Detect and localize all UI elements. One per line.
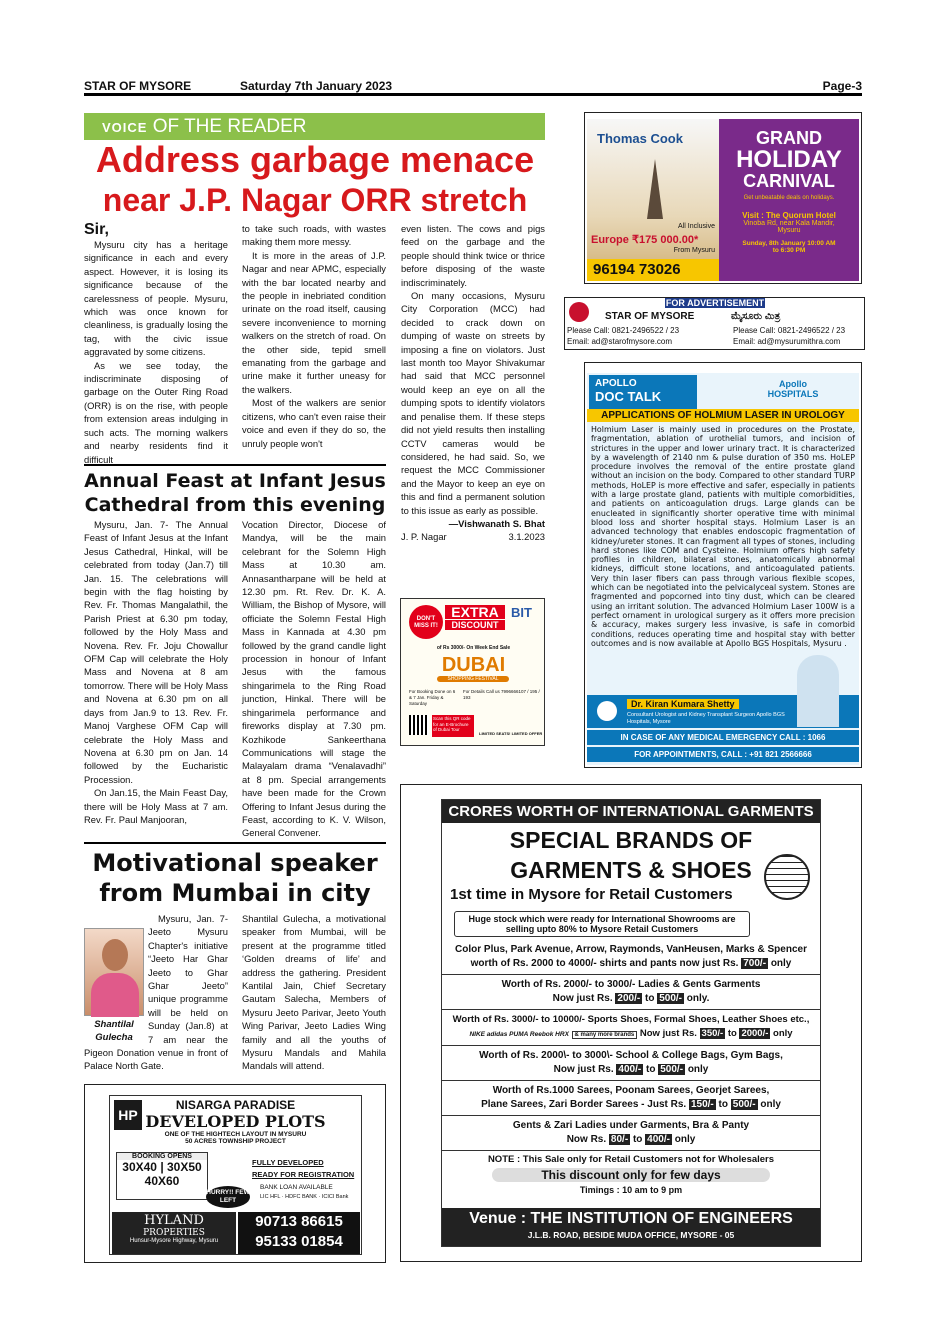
row2-to: to — [644, 993, 655, 1004]
doctor-photo — [797, 655, 839, 727]
divider — [84, 842, 386, 844]
speaker-col-2 — [242, 912, 386, 1073]
row1-only: only — [770, 958, 792, 969]
speaker-para: Shantilal Gulecha, a motivational speaker from Mumbai, will be present at the programme titled ‘Golden dreams of life’ and address the gathering. President Kantilal Jain, Chief Secretary Gautam Salecha, Members of Mysuru Jeeto Parivar, Jeeto Youth Wing Parivar, Jeeto Ladies Wing family and all the youths of Mysuru Mandals and Mahila Mandals will attend. — [242, 913, 386, 1072]
row2-price-1: 200/- — [617, 993, 641, 1004]
feast-col-1 — [84, 518, 228, 826]
row4-to: to — [646, 1064, 656, 1075]
letter-headline-2: near J.P. Nagar ORR stretch — [102, 182, 528, 218]
row3-price-2: 2000/- — [741, 1028, 769, 1039]
paper-name: STAR OF MYSORE — [84, 79, 192, 93]
developed-plots: DEVELOPED PLOTS — [145, 1112, 326, 1131]
thomas-phone[interactable]: 96194 73026 — [587, 259, 719, 281]
row4-text: Worth of Rs. 2000\- to 3000\- School & College Bags, Gym Bags, — [479, 1050, 783, 1061]
row5-only: only — [760, 1099, 781, 1110]
nisarga-paradise-ad[interactable] — [109, 1095, 362, 1255]
garments-ad-frame — [400, 784, 862, 1262]
row6-now: Now Rs. — [566, 1134, 607, 1145]
garments-sale-ad[interactable] — [441, 799, 821, 1247]
hurry-badge: HURRY!! FEW LEFT — [206, 1186, 250, 1208]
row4-price-2: 500/- — [660, 1064, 684, 1075]
letter-col-3 — [401, 222, 545, 544]
eiffel-tower-icon — [647, 159, 663, 219]
row-garments — [442, 978, 820, 1010]
advert-head: FOR ADVERTISEMENT — [665, 298, 765, 308]
letter-date: 3.1.2023 — [508, 531, 545, 543]
carnival-address: Vinoba Rd, near Kala Mandir, Mysuru — [743, 220, 835, 234]
hyland-address: Hunsur-Mysore Highway, Mysuru — [129, 1238, 219, 1244]
nisarga-phone-1[interactable]: 90713 86615 — [255, 1213, 343, 1230]
feast-para: On Jan.15, the Main Feast Day, there will be Holy Mass at 7 am. Rev. Fr. Paul Manjooran, — [84, 787, 228, 825]
row3-only: only — [773, 1028, 793, 1039]
doctor-band — [587, 695, 859, 728]
shoe-brand-logos: NIKE adidas PUMA Reebok HRX — [469, 1031, 569, 1038]
bank-loan: BANK LOAN AVAILABLE — [260, 1184, 333, 1191]
booking-text: For Booking Done on 6 & 7 Jan. Friday & Saturday — [409, 689, 456, 706]
row-bags — [442, 1049, 820, 1081]
letter-para: even listen. The cows and pigs feed on the garbage and the people should think twice or thrice before disposing of the waste indiscriminately. — [401, 223, 545, 288]
all-inclusive: All Inclusive — [678, 223, 715, 230]
row3-more: & many more brands — [572, 1031, 638, 1039]
voice-label: VOICE — [102, 120, 148, 135]
letter-signature: —Vishwanath S. Bhat — [448, 517, 545, 529]
booking-opens: BOOKING OPENS — [117, 1153, 207, 1160]
bit-logo: BIT — [511, 605, 532, 620]
row3-to: to — [727, 1028, 737, 1039]
row2-now: Now just Rs. — [552, 993, 613, 1004]
carnival-l2: HOLIDAY — [736, 146, 842, 173]
timings: Timings : 10 am to 9 pm — [579, 1185, 683, 1195]
advert-email-2[interactable]: Email: ad@mysurumithra.com — [733, 337, 841, 346]
row-innerwear — [442, 1119, 820, 1151]
festival-label: SHOPPING FESTIVAL — [437, 676, 509, 682]
divider — [84, 464, 386, 466]
europe-price: Europe ₹175 000.00* — [591, 234, 699, 246]
advertisement-contact-ad[interactable] — [564, 297, 865, 350]
row2-text: Worth of Rs. 2000/- to 3000/- Ladies & Gents Garments — [501, 979, 761, 990]
garments-head-1: CRORES WORTH OF INTERNATIONAL GARMENTS — [442, 800, 820, 823]
letter-para: Most of the walkers are senior citizens, who can't even raise their voice and even if they do so, the unruly people won't — [242, 397, 386, 449]
appointments-line[interactable]: FOR APPOINTMENTS, CALL : +91 821 2566666 — [587, 747, 859, 762]
apollo-headline: APPLICATIONS OF HOLMIUM LASER IN UROLOGY — [587, 409, 859, 422]
page-number: Page-3 — [822, 79, 862, 93]
retail-note: NOTE : This Sale only for Retail Customers not for Wholesalers — [487, 1154, 775, 1165]
row6-only: only — [674, 1134, 696, 1145]
letter-para: Mysuru city has a heritage significance in each and every aspect. However, it is losing its significance because of the carelessness of people. Mysuru, which was once known for cleanliness, is gradually losing the tag, with the civic issue aggravated by some citizens. — [84, 239, 228, 358]
nisarga-title: NISARGA PARADISE — [175, 1098, 296, 1112]
hyland-name: HYLAND — [144, 1213, 204, 1228]
advert-star-of-mysore: STAR OF MYSORE — [605, 311, 695, 322]
section-banner — [84, 113, 545, 140]
speaker-headline-1: Motivational speaker — [92, 849, 378, 877]
feast-para: Mysuru, Jan. 7- The Annual Feast of Infant Jesus at the Infant Jesus Cathedral, Hinkal, will be celebrated from today (Jan.7) till Jan. 15. The celebrations will begin with the flag hoisting by Rev. Fr. Thomas Mangalathil, the Parish Priest at 6.30 pm today, followed by the Holy Mass and Novena. Rev. Fr. Joju Chowallur OFM Cap will celebrate the Holy Mass and Novena at 8 am tomorrow. There will be Holy Mass and Novena at 6.30 pm on all days from Jan.9 to 13. Rev. Fr. Manoj Varghese OFM Cap will celebrate the Holy Mass and Novena at 6.30 pm on Jan. 14 followed by the Eucharistic Procession. — [84, 519, 228, 785]
feast-headline-1: Annual Feast at Infant Jesus — [84, 470, 386, 492]
offer-text: of Rs 3000/- On Week End Sale — [436, 645, 511, 651]
row3-now: Now just Rs. — [639, 1028, 697, 1039]
garments-head-2: SPECIAL BRANDS OF GARMENTS & SHOES — [509, 827, 753, 883]
row4-only: only — [687, 1064, 709, 1075]
thomas-cook-logo: Thomas Cook — [597, 131, 683, 146]
row-shoes — [442, 1013, 820, 1046]
letter-headline-1: Address garbage menace — [95, 139, 535, 180]
row-shirts — [442, 943, 820, 975]
carnival-l3: CARNIVAL — [743, 171, 835, 191]
size-2: 40X60 — [144, 1174, 180, 1188]
extra-label: EXTRA — [445, 605, 505, 619]
europe-image[interactable] — [587, 119, 719, 281]
row3-price-1: 350/- — [701, 1028, 724, 1039]
dubai-festival-ad[interactable] — [400, 598, 545, 746]
letter-para: It is more in the areas of J.P. Nagar and near APMC, especially with the bar located nearby and the people in inebriated condition urinate on the road itself, causing severe inconvenience to morning walkers on the stretch of road. On the other side, tepid smell emanating from the garbage and urine make it further uneasy for the walkers. — [242, 249, 386, 395]
row4-price-1: 400/- — [618, 1064, 642, 1075]
doc-talk-badge — [589, 375, 697, 413]
township-tagline: 50 ACRES TOWNSHIP PROJECT — [185, 1138, 286, 1145]
apollo-logo: Apollo HOSPITALS — [767, 379, 819, 399]
carnival-tag: Get unbeatable deals on holidays. — [743, 195, 835, 201]
letter-place: J. P. Nagar — [401, 531, 447, 543]
apollo-body: Holmium Laser is mainly used in procedures on the Prostate, fragmentation, ablation of urothelial tumors, and incision of strictures in the upper and lower urinary tract. It is characterized by a wavelength of 2140 nm & pulse duration of 350 ms. HoLEP procedure involves the removal of the entire prostate gland without an incision on the body. Compared to other standard TURP methods, HoLEP is more effective and safer, especially in patients with a large prostate gland, patients with multiple comorbidities, and patients on anticoagulation drugs. Large glands can be enucleated in significantly shorter operative time with minimal blood loss and shorter hospital stays. Holmium Laser is an advanced technology that enables endoscopic fragmentation of kidney/ureter stones. It can fragment all types of stones, including hard stones like COM and Cysteine. Holmium offers high safety profiles in children, bilateral stones, anatomically abnormal kidneys, difficult stone locations, and anticoagulated patients. Very thin laser fibers can pass through various flexible scopes, which can be negotiated into the pelvicalyceal system. Stones are fragmented and popcorned into tiny dust, which can be cleared using an irritant solution. The advanced Holmium Laser 100W is a perfect ornament in urological surgery as it offers more precision & accuracy, makes surgery less invasive, is safe in comorbid conditions, reduces operating time and hospital stay with better outcomes and is now available at Apollo BGS Hospitals, Mysuru . — [591, 425, 855, 648]
hyland-logo — [112, 1212, 236, 1254]
speaker-para: Mysuru, Jan. 7- Jeeto Mysuru Chapter's initiative “Jeeto Har Ghar Jeeto to Ghar Ghar Jeeto” unique programme will be held on Sunday (Jan.8) at 7 am near the Pigeon Donation venue in front of Palace North Gate. — [84, 913, 228, 1072]
row2-price-2: 500/- — [659, 993, 683, 1004]
row4-now: Now just Rs. — [553, 1064, 614, 1075]
row1-brands: Color Plus, Park Avenue, Arrow, Raymonds, VanHeusen, Marks & Spencer — [455, 944, 807, 955]
row5-price-1: 150/- — [690, 1099, 714, 1110]
apollo-doc-talk — [587, 373, 859, 765]
venue-name: Venue : THE INSTITUTION OF ENGINEERS — [469, 1210, 793, 1227]
dubai-title: DUBAI — [441, 654, 506, 676]
feast-para: Vocation Director, Diocese of Mandya, will be the main celebrant for the Solemn High Mass at 10.30 am. Annasantharpane will be held at 12.30 pm. Rt. Rev. Dr. K. A. William, the Bishop of Mysore, will officiate the Solemn Festal High Mass in Kannada at 4.30 pm followed by the grand candle light procession in honour of Infant Jesus with the famous shingarimela to the Ring Road junction, Hinkal. There will be shingarimela performance and fireworks display at 7.30 pm. Kozhikode Sankeerthana Communications will stage the Malayalam drama “Venalavadhi” at 8 pm. Special arrangements have been made for the Crown Offering to Infant Jesus during the Feast, according to K. V. Wilson, General Convener. — [242, 519, 386, 839]
plot-sizes — [116, 1152, 208, 1200]
issue-date: Saturday 7th January 2023 — [240, 79, 393, 93]
carnival-panel — [719, 119, 859, 281]
apollo-emblem-icon — [597, 701, 617, 721]
venue-address: J.L.B. ROAD, BESIDE MUDA OFFICE, MYSORE - 05 — [527, 1230, 735, 1240]
nisarga-ad-frame — [84, 1084, 386, 1263]
advert-call-1: Please Call: 0821-2496522 / 23 — [567, 326, 680, 335]
row6-price-1: 80/- — [610, 1134, 629, 1145]
row1-text: worth of Rs. 2000 to 4000/- shirts and pants now just Rs. — [470, 958, 739, 969]
row6-text: Gents & Zari Ladies under Garments, Bra & Panty — [512, 1120, 750, 1131]
thomas-cook-ad-frame — [584, 112, 862, 284]
details-text: For Details Call us 7996666107 / 195 / 193 — [463, 689, 540, 700]
layout-tagline: ONE OF THE HIGHTECH LAYOUT IN MYSURU — [164, 1131, 307, 1138]
speaker-col-1 — [84, 912, 228, 1073]
letter-para: As we see today, the indiscriminate disposing of garbage on the Outer Ring Road (ORR) is on the rise, with people from extension areas indulging in such acts. The morning walkers and nearby residents find it difficult — [84, 359, 228, 465]
letter-col-2 — [242, 222, 386, 450]
emergency-line: IN CASE OF ANY MEDICAL EMERGENCY CALL : 1066 — [587, 730, 859, 745]
bank-logos: LIC HFL · HDFC BANK · ICICI Bank — [260, 1194, 349, 1200]
row1-price: 700/- — [743, 958, 767, 969]
carnival-when: Sunday, 8th January 10:00 AM to 6:30 PM — [742, 240, 836, 254]
apollo-ad-frame — [584, 362, 862, 768]
nisarga-phones[interactable] — [238, 1212, 360, 1254]
row6-price-2: 400/- — [647, 1134, 670, 1145]
salutation: Sir, — [84, 221, 109, 238]
stock-box: Huge stock which were ready for International Showrooms are selling upto 80% to Mysore Retail Customers — [454, 911, 750, 937]
feast-headline-2: Cathedral from this evening — [84, 494, 386, 516]
hyland-properties: PROPERTIES — [143, 1228, 205, 1238]
apollo-label: APOLLO — [595, 378, 637, 389]
few-days-banner: This discount only for few days — [492, 1168, 770, 1182]
photo-caption: Shantilal Gulecha — [94, 1019, 134, 1043]
garments-head-3: 1st time in Mysore for Retail Customers — [450, 886, 733, 903]
limited-text: LIMITED SEATS! LIMITED OFFER — [479, 731, 543, 736]
size-1: 30X40 | 30X50 — [122, 1160, 202, 1174]
doctor-name: Dr. Kiran Kumara Shetty — [627, 699, 739, 709]
anniversary-badge-icon — [569, 302, 589, 322]
letter-col-1 — [84, 222, 228, 466]
row5-to: to — [718, 1099, 728, 1110]
row3-text: Worth of Rs. 3000/- to 10000/- Sports Shoes, Formal Shoes, Leather Shoes etc., — [452, 1014, 810, 1025]
ready-registration: READY FOR REGISTRATION — [252, 1170, 355, 1179]
speaker-headline-2: from Mumbai in city — [99, 879, 371, 907]
row-sarees — [442, 1084, 820, 1116]
row5-now: Plane Sarees, Zari Border Sarees - Just Rs. — [481, 1099, 687, 1110]
row6-to: to — [632, 1134, 643, 1145]
dont-miss-badge: DON'T MISS IT! — [409, 605, 443, 639]
row5-text: Worth of Rs.1000 Sarees, Poonam Sarees, Georjet Sarees, — [492, 1085, 770, 1096]
doc-talk-label: DOC TALK — [595, 389, 662, 404]
reader-label: OF THE READER — [152, 116, 307, 137]
venue-band — [442, 1208, 820, 1246]
carnival-visit: Visit : The Quorum Hotel — [742, 211, 836, 220]
nisarga-phone-2[interactable]: 95133 01854 — [255, 1233, 343, 1250]
letter-para: On many occasions, Mysuru City Corporation (MCC) had decided to crack down on dumping of waste on streets by imposing a fine on violators. Just last month too Mayor Shivakumar had said that MCC personnel would keep an eye on all the dumping spots to identify violators and penalise them. If these steps did not yield results then installing CCTV cameras would be considered, he had said. So, we request the MCC Commissioner and the Mayor to keep an eye on this and find a permanent solution to this issue as early as possible. — [401, 290, 545, 516]
advert-email-1[interactable]: Email: ad@starofmysore.com — [567, 337, 673, 346]
doctor-title: Consultant Urologist and Kidney Transplant Surgeon Apollo BGS Hospitals, Mysore — [627, 712, 785, 725]
feast-col-2 — [242, 518, 386, 840]
letter-para: to take such roads, with wastes making them more messy. — [242, 223, 386, 248]
carnival-l1: GRAND — [756, 128, 822, 148]
discount-label: DISCOUNT — [445, 620, 505, 630]
globe-icon — [764, 854, 810, 900]
qr-code-icon[interactable] — [409, 715, 429, 735]
advert-mysuru-mithra: ಮೈಸೂರು ಮಿತ್ರ — [731, 311, 781, 322]
from-mysuru: From Mysuru — [673, 247, 715, 254]
fully-developed: FULLY DEVELOPED — [252, 1158, 324, 1167]
hp-logo-icon: HP — [114, 1100, 142, 1130]
row5-price-2: 500/- — [732, 1099, 756, 1110]
row2-only: only. — [686, 993, 710, 1004]
advert-call-2: Please Call: 0821-2496522 / 23 — [733, 326, 846, 335]
scan-text: Scan this QR code for an E-Brochure of Dubai Tour — [432, 715, 474, 737]
page-header — [84, 78, 862, 96]
